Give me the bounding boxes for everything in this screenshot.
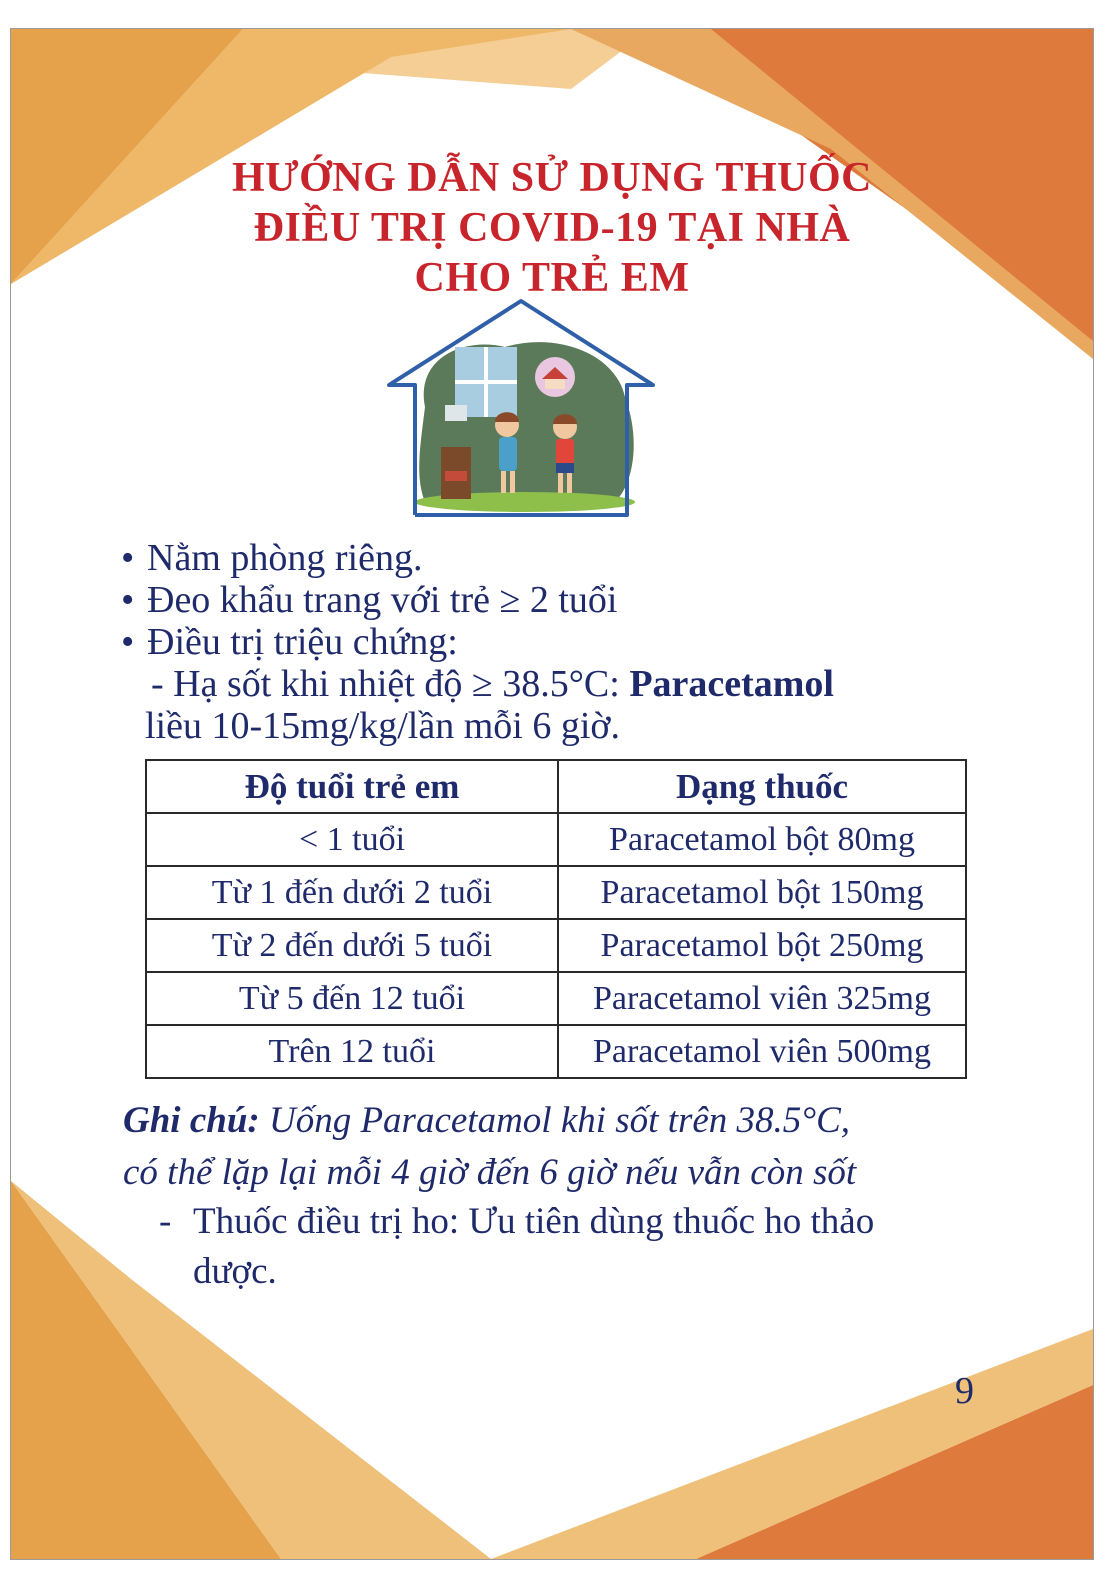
fever-dose: liều 10-15mg/kg/lần mỗi 6 giờ. [145,705,620,747]
table-row [146,919,966,972]
cough-instruction [159,1197,1059,1297]
fever-instruction: - Hạ sốt khi nhiệt độ ≥ 38.5°C: Paracetamol [151,663,834,705]
note-label: Ghi chú: [123,1100,260,1141]
list-item: • Nằm phòng riêng. [121,537,423,579]
note-text-1: Uống Paracetamol khi sốt trên 38.5°C, [259,1100,851,1141]
form-cell: Paracetamol bột 250mg [558,919,966,972]
bullet-icon: • [121,579,135,621]
cough-text-2: dược. [193,1251,277,1292]
list-item: • Đeo khẩu trang với trẻ ≥ 2 tuổi [121,579,618,621]
table-row [146,866,966,919]
list-item: • Điều trị triệu chứng: [121,621,458,663]
header-age: Độ tuổi trẻ em [146,760,558,813]
house-children-illustration [385,297,657,519]
form-cell: Paracetamol viên 500mg [558,1025,966,1078]
table-header-row [146,760,966,813]
page [10,28,1094,1560]
title-line-1: HƯỚNG DẪN SỬ DỤNG THUỐC [232,155,872,201]
note-text-2: có thể lặp lại mỗi 4 giờ đến 6 giờ nếu vẫn còn sốt [123,1152,857,1193]
page-title [11,153,1093,303]
age-cell: Trên 12 tuổi [146,1025,558,1078]
bullet-icon: • [121,621,135,663]
instructions-list [121,537,1021,747]
form-cell: Paracetamol bột 150mg [558,866,966,919]
cough-text-1: Thuốc điều trị ho: Ưu tiên dùng thuốc ho thảo [193,1201,875,1242]
title-line-2: ĐIỀU TRỊ COVID-19 TẠI NHÀ [253,205,851,251]
header-form: Dạng thuốc [558,760,966,813]
lamp-icon [445,405,467,421]
note-paragraph [123,1095,1053,1199]
form-cell: Paracetamol viên 325mg [558,972,966,1025]
bullet-icon: • [121,537,135,579]
age-cell: Từ 1 đến dưới 2 tuổi [146,866,558,919]
fever-drug-name: Paracetamol [629,663,834,705]
page-number: 9 [955,1370,974,1412]
age-cell: Từ 2 đến dưới 5 tuổi [146,919,558,972]
form-cell: Paracetamol bột 80mg [558,813,966,866]
table-row [146,972,966,1025]
dosage-table [145,759,967,1079]
age-cell: < 1 tuổi [146,813,558,866]
title-line-3: CHO TRẺ EM [414,255,690,301]
table-row [146,813,966,866]
dash-marker: - [159,1201,172,1242]
table-row [146,1025,966,1078]
age-cell: Từ 5 đến 12 tuổi [146,972,558,1025]
